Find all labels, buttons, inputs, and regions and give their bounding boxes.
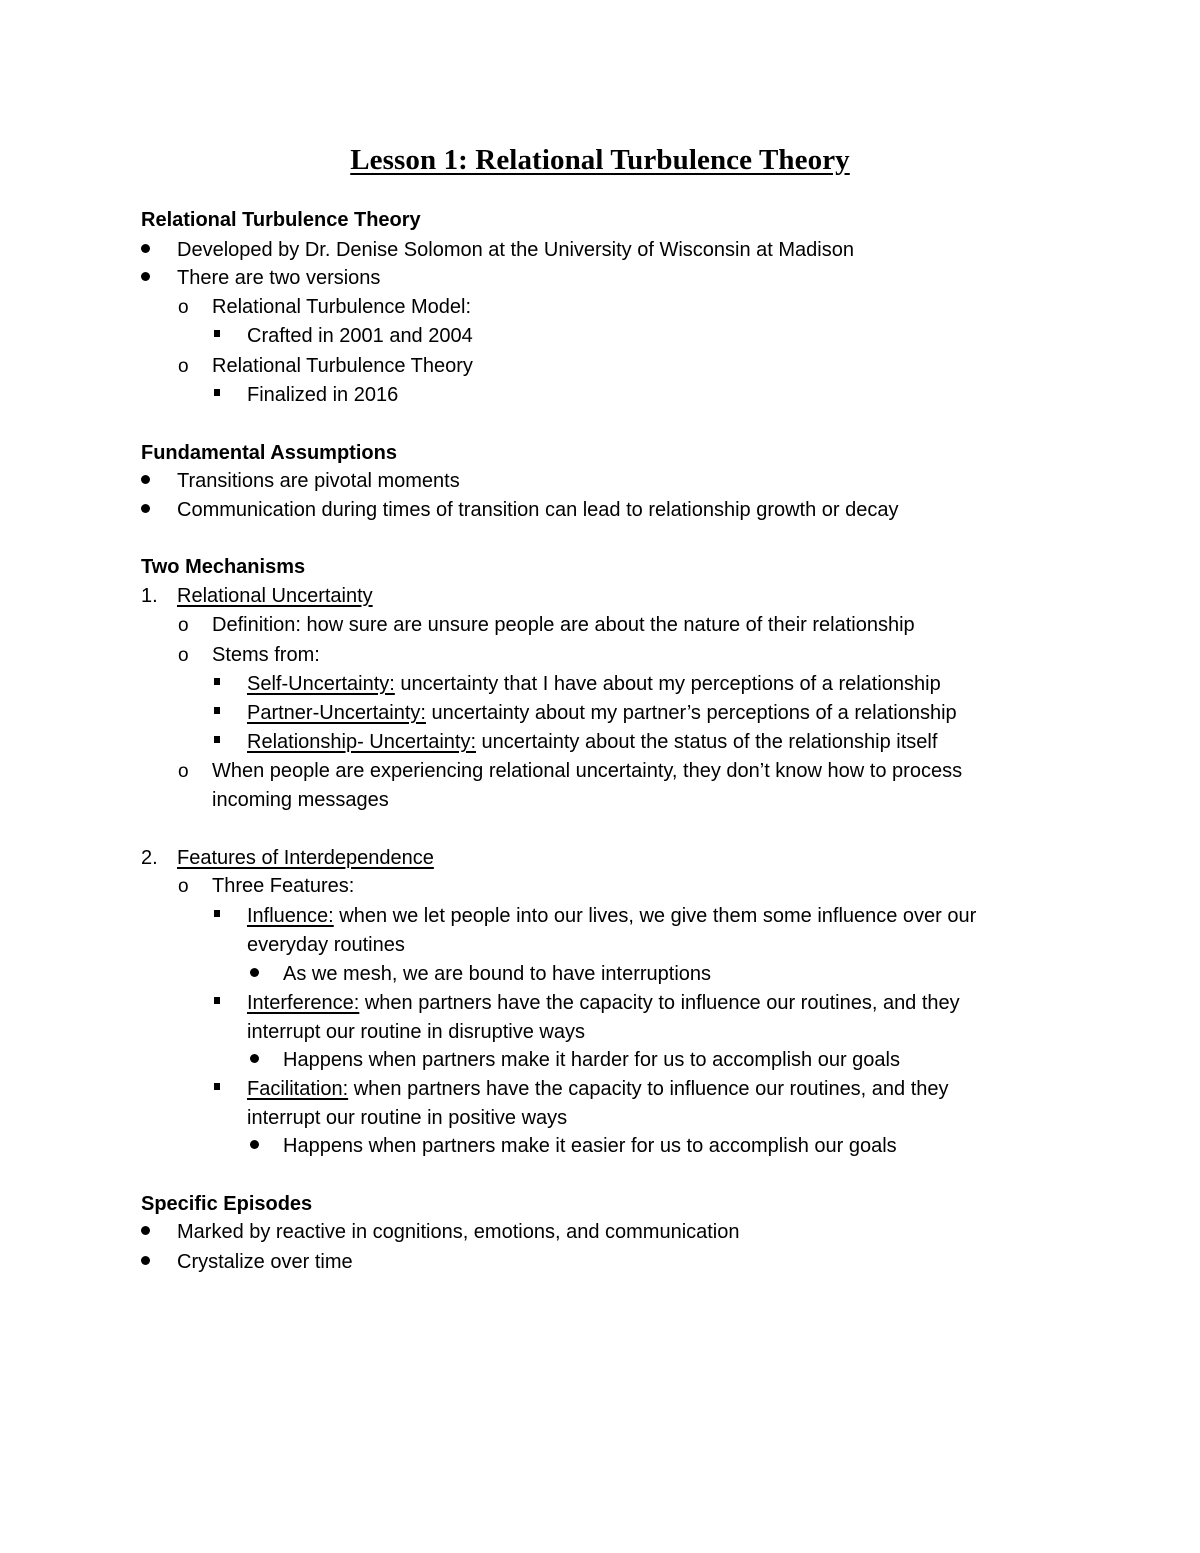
definition-text: uncertainty that I have about my perceptions of a relationship [394,673,941,695]
list-item: Developed by Dr. Denise Solomon at the University of Wisconsin at Madison [177,239,854,261]
bullet-circle-icon: o [178,297,189,318]
bullet-circle-icon: o [178,876,189,897]
section-heading-relational-turbulence-theory: Relational Turbulence Theory [141,209,421,231]
definition-text: when partners have the capacity to influence our routines, and they [348,1078,949,1100]
bullet-disc-icon [141,496,150,525]
list-item-continuation: interrupt our routine in positive ways [247,1107,568,1129]
list-item [247,902,976,931]
bullet-square-icon [214,322,220,351]
bullet-disc-icon [141,1218,150,1247]
list-item: Marked by reactive in cognitions, emotions, and communication [177,1221,740,1243]
bullet-disc-icon [250,960,259,989]
bullet-circle-icon: o [178,761,189,782]
bullet-disc-icon [250,1046,259,1075]
numbered-item-relational-uncertainty: Relational Uncertainty [177,585,373,607]
list-item: Finalized in 2016 [247,384,399,406]
section-heading-fundamental-assumptions: Fundamental Assumptions [141,442,397,464]
list-item: Crystalize over time [177,1251,353,1273]
term-facilitation: Facilitation: [247,1078,349,1100]
list-item: Relational Turbulence Theory [212,355,473,377]
list-item [247,728,937,757]
page-title: Lesson 1: Relational Turbulence Theory [350,144,850,176]
definition-text: when partners have the capacity to influence our routines, and they [359,992,960,1014]
list-item: Happens when partners make it harder for us to accomplish our goals [283,1049,900,1071]
section-heading-specific-episodes: Specific Episodes [141,1193,313,1215]
numbered-item-features-of-interdependence: Features of Interdependence [177,847,434,869]
list-item: Stems from: [212,644,320,666]
list-item [247,670,941,699]
term-relationship-uncertainty: Relationship- Uncertainty: [247,731,476,753]
list-item: Three Features: [212,875,355,897]
bullet-square-icon [214,1075,220,1104]
bullet-circle-icon: o [178,356,189,377]
list-item: There are two versions [177,267,381,289]
bullet-square-icon [214,699,220,728]
list-item-continuation: everyday routines [247,934,405,956]
bullet-square-icon [214,989,220,1018]
term-self-uncertainty: Self-Uncertainty: [247,673,395,695]
list-item: As we mesh, we are bound to have interruptions [283,963,712,985]
bullet-disc-icon [141,236,150,265]
list-item: Happens when partners make it easier for us to accomplish our goals [283,1135,897,1157]
list-number: 1. [141,585,158,607]
list-item: Crafted in 2001 and 2004 [247,325,473,347]
bullet-circle-icon: o [178,615,189,636]
section-heading-two-mechanisms: Two Mechanisms [141,556,306,578]
bullet-disc-icon [141,264,150,293]
term-influence: Influence: [247,905,334,927]
bullet-disc-icon [141,1248,150,1277]
definition-text: uncertainty about my partner’s perceptions of a relationship [425,702,957,724]
term-interference: Interference: [247,992,360,1014]
definition-text: uncertainty about the status of the relationship itself [476,731,938,753]
list-item: Communication during times of transition can lead to relationship growth or decay [177,499,899,521]
bullet-disc-icon [250,1132,259,1161]
bullet-disc-icon [141,467,150,496]
bullet-square-icon [214,728,220,757]
term-partner-uncertainty: Partner-Uncertainty: [247,702,426,724]
list-item-continuation: incoming messages [212,789,389,811]
list-item [247,989,960,1018]
bullet-circle-icon: o [178,645,189,666]
list-number: 2. [141,847,158,869]
list-item: When people are experiencing relational uncertainty, they don’t know how to process [212,760,963,782]
list-item [247,1075,949,1104]
definition-text: when we let people into our lives, we give them some influence over our [333,905,977,927]
bullet-square-icon [214,670,220,699]
bullet-square-icon [214,381,220,410]
list-item-continuation: interrupt our routine in disruptive ways [247,1021,585,1043]
list-item [247,699,957,728]
list-item: Definition: how sure are unsure people are about the nature of their relationship [212,614,915,636]
bullet-square-icon [214,902,220,931]
list-item: Relational Turbulence Model: [212,296,472,318]
list-item: Transitions are pivotal moments [177,470,460,492]
